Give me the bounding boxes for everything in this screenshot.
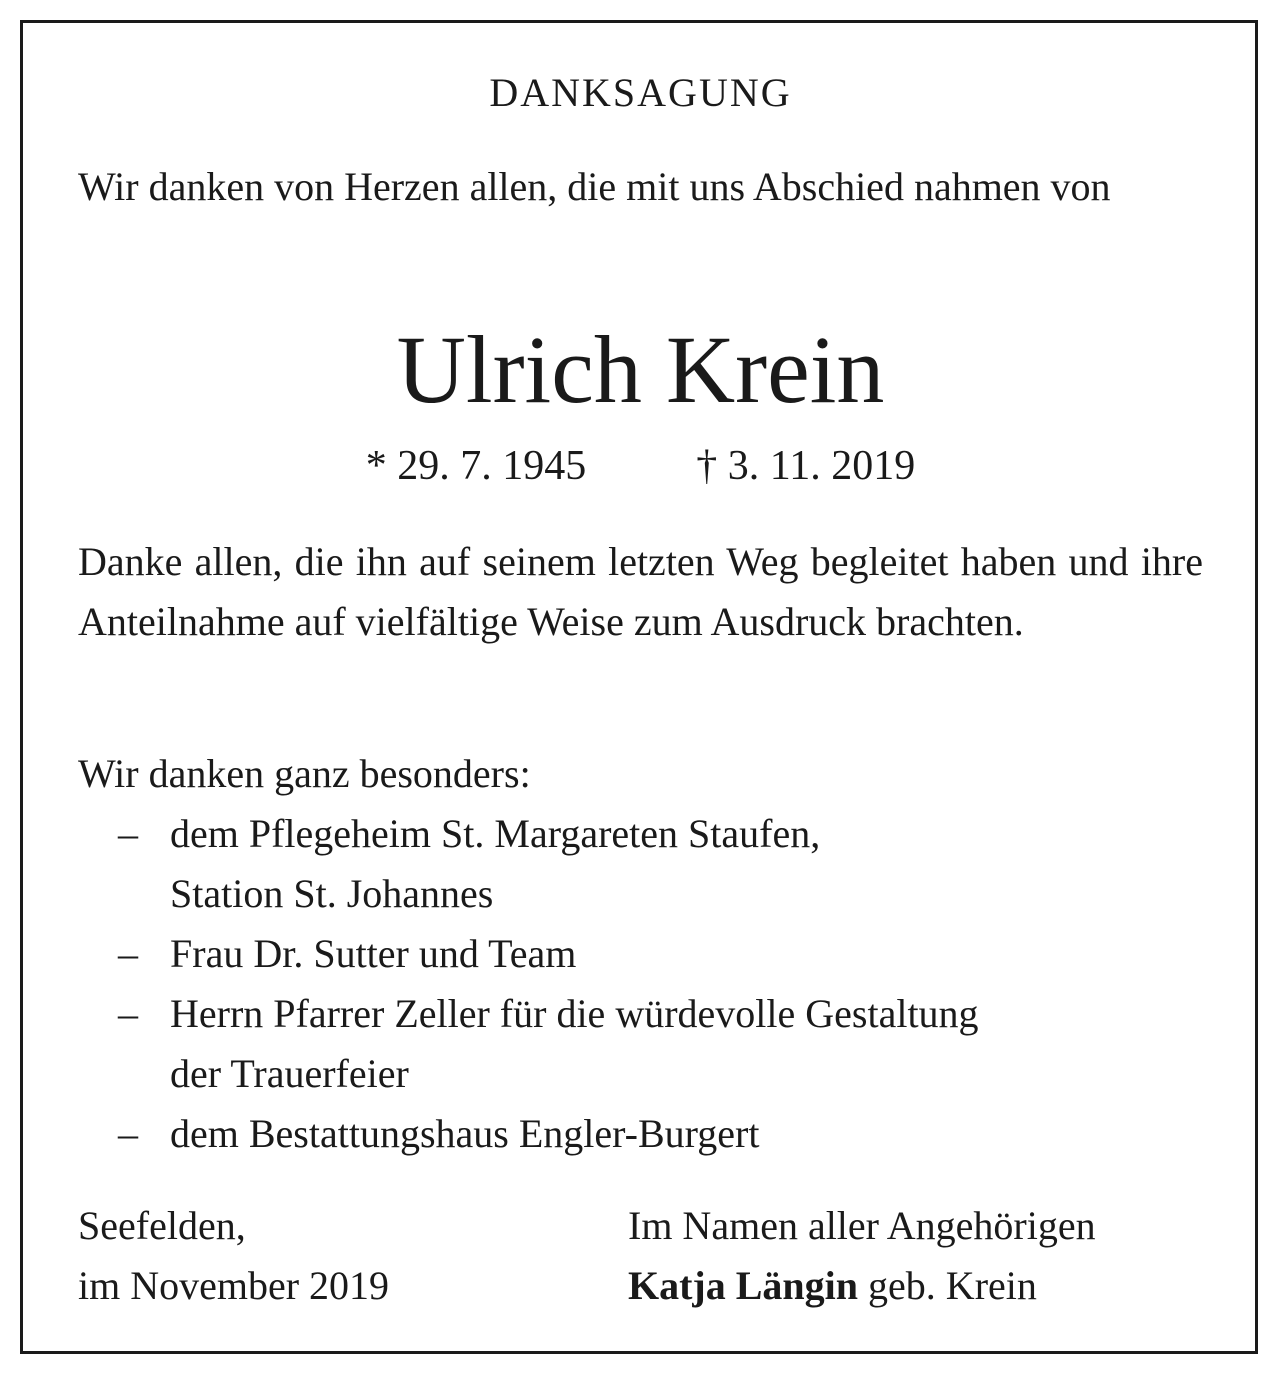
list-dash: – bbox=[118, 1111, 138, 1156]
list-dash: – bbox=[118, 931, 138, 976]
list-dash: – bbox=[118, 811, 138, 856]
signature-block bbox=[628, 1196, 1208, 1316]
list-item-line: dem Bestattungshaus Engler-Burgert bbox=[170, 1111, 760, 1156]
list-item bbox=[78, 1104, 1203, 1164]
list-item-line: der Trauerfeier bbox=[170, 1051, 409, 1096]
list-item-line: Station St. Johannes bbox=[170, 871, 494, 916]
list-item-line: Frau Dr. Sutter und Team bbox=[170, 931, 577, 976]
on-behalf-text: Im Namen aller Angehörigen bbox=[628, 1203, 1096, 1248]
list-item bbox=[78, 804, 1203, 924]
list-item bbox=[78, 924, 1203, 984]
list-item-line: Herrn Pfarrer Zeller für die würdevolle Gestaltung bbox=[170, 991, 979, 1036]
signer-line bbox=[628, 1256, 1208, 1316]
signer-suffix: geb. Krein bbox=[868, 1263, 1037, 1308]
place-date bbox=[78, 1196, 598, 1316]
list-item-line: dem Pflegeheim St. Margareten Staufen, bbox=[170, 811, 821, 856]
list-item bbox=[78, 984, 1203, 1104]
notice-heading: DANKSAGUNG bbox=[489, 70, 792, 115]
deceased-name: Ulrich Krein bbox=[396, 316, 885, 423]
place-text: Seefelden, bbox=[78, 1203, 246, 1248]
birth-date: * 29. 7. 1945 bbox=[365, 443, 587, 489]
special-thanks-intro: Wir danken ganz besonders: bbox=[78, 751, 531, 796]
list-dash: – bbox=[118, 991, 138, 1036]
signer-name: Katja Längin bbox=[628, 1263, 859, 1308]
thanks-text: Danke allen, die ihn auf seinem letzten Weg begleitet haben und ihre Anteilnahme auf vielfältige Weise zum Ausdruck brachten. bbox=[78, 539, 1203, 644]
special-thanks-list bbox=[78, 804, 1203, 1164]
date-text: im November 2019 bbox=[78, 1263, 390, 1308]
death-date: † 3. 11. 2019 bbox=[696, 443, 916, 489]
intro-text: Wir danken von Herzen allen, die mit uns Abschied nahmen von bbox=[78, 164, 1111, 209]
life-dates bbox=[78, 438, 1203, 494]
